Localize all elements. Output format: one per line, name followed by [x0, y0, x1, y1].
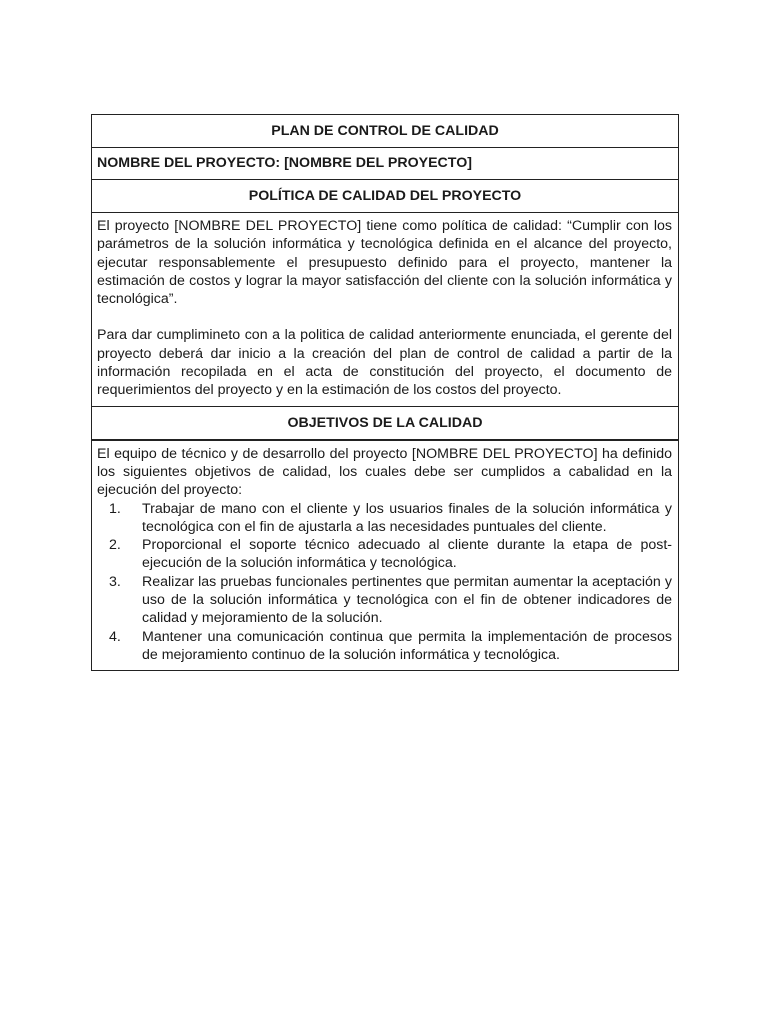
objective-number: 4. — [109, 628, 121, 645]
objective-number: 2. — [109, 537, 121, 554]
objectives-heading: OBJETIVOS DE LA CALIDAD — [92, 406, 678, 439]
objective-number: 3. — [109, 573, 121, 590]
policy-heading: POLÍTICA DE CALIDAD DEL PROYECTO — [92, 179, 678, 212]
policy-paragraph: El proyecto [NOMBRE DEL PROYECTO] tiene como política de calidad: “Cumplir con los parámetros de la solución informática y tecnológica definida en el alcance del proyecto, ejecutar responsablemente el presupuesto definido para el proyecto, mantener la estimación de costos y lograr la mayor satisfacción del cliente con la solución informática y tecnológica”. — [97, 218, 672, 308]
objective-text: Trabajar de mano con el cliente y los usuarios finales de la solución informática y tecnológica con el fin de ajustarla a las necesidades puntuales del cliente. — [142, 500, 672, 535]
objectives-list — [97, 500, 672, 665]
objective-number: 1. — [109, 500, 121, 517]
objective-item — [97, 573, 672, 628]
objectives-body — [92, 439, 678, 671]
document-title: PLAN DE CONTROL DE CALIDAD — [271, 123, 499, 139]
objective-item — [97, 500, 672, 537]
policy-body — [92, 212, 678, 406]
project-name-line: NOMBRE DEL PROYECTO: [NOMBRE DEL PROYECTO] — [92, 147, 678, 179]
objective-item — [97, 628, 672, 665]
objectives-intro: El equipo de técnico y de desarrollo del proyecto [NOMBRE DEL PROYECTO] ha definido los siguientes objetivos de calidad, los cuales debe ser cumplidos a cabalidad en la ejecución del proyecto: — [97, 445, 672, 499]
quality-plan-table — [91, 114, 679, 671]
objective-item — [97, 536, 672, 573]
objective-text: Realizar las pruebas funcionales pertinentes que permitan aumentar la aceptación y uso de la solución informática y tecnológica con el fin de obtener indicadores de calidad y mejoramiento de la solución. — [142, 573, 672, 627]
objective-text: Proporcional el soporte técnico adecuado al cliente durante la etapa de post-ejecución de la solución informática y tecnológica. — [142, 537, 672, 572]
policy-paragraph: Para dar cumplimineto con a la politica de calidad anteriormente enunciada, el gerente del proyecto deberá dar inicio a la creación del plan de control de calidad a partir de la información recopilada en el acta de constitución del proyecto, el documento de requerimientos del proyecto y en la estimación de los costos del proyecto. — [97, 327, 672, 399]
objective-text: Mantener una comunicación continua que permita la implementación de procesos de mejoramiento continuo de la solución informática y tecnológica. — [142, 628, 672, 663]
